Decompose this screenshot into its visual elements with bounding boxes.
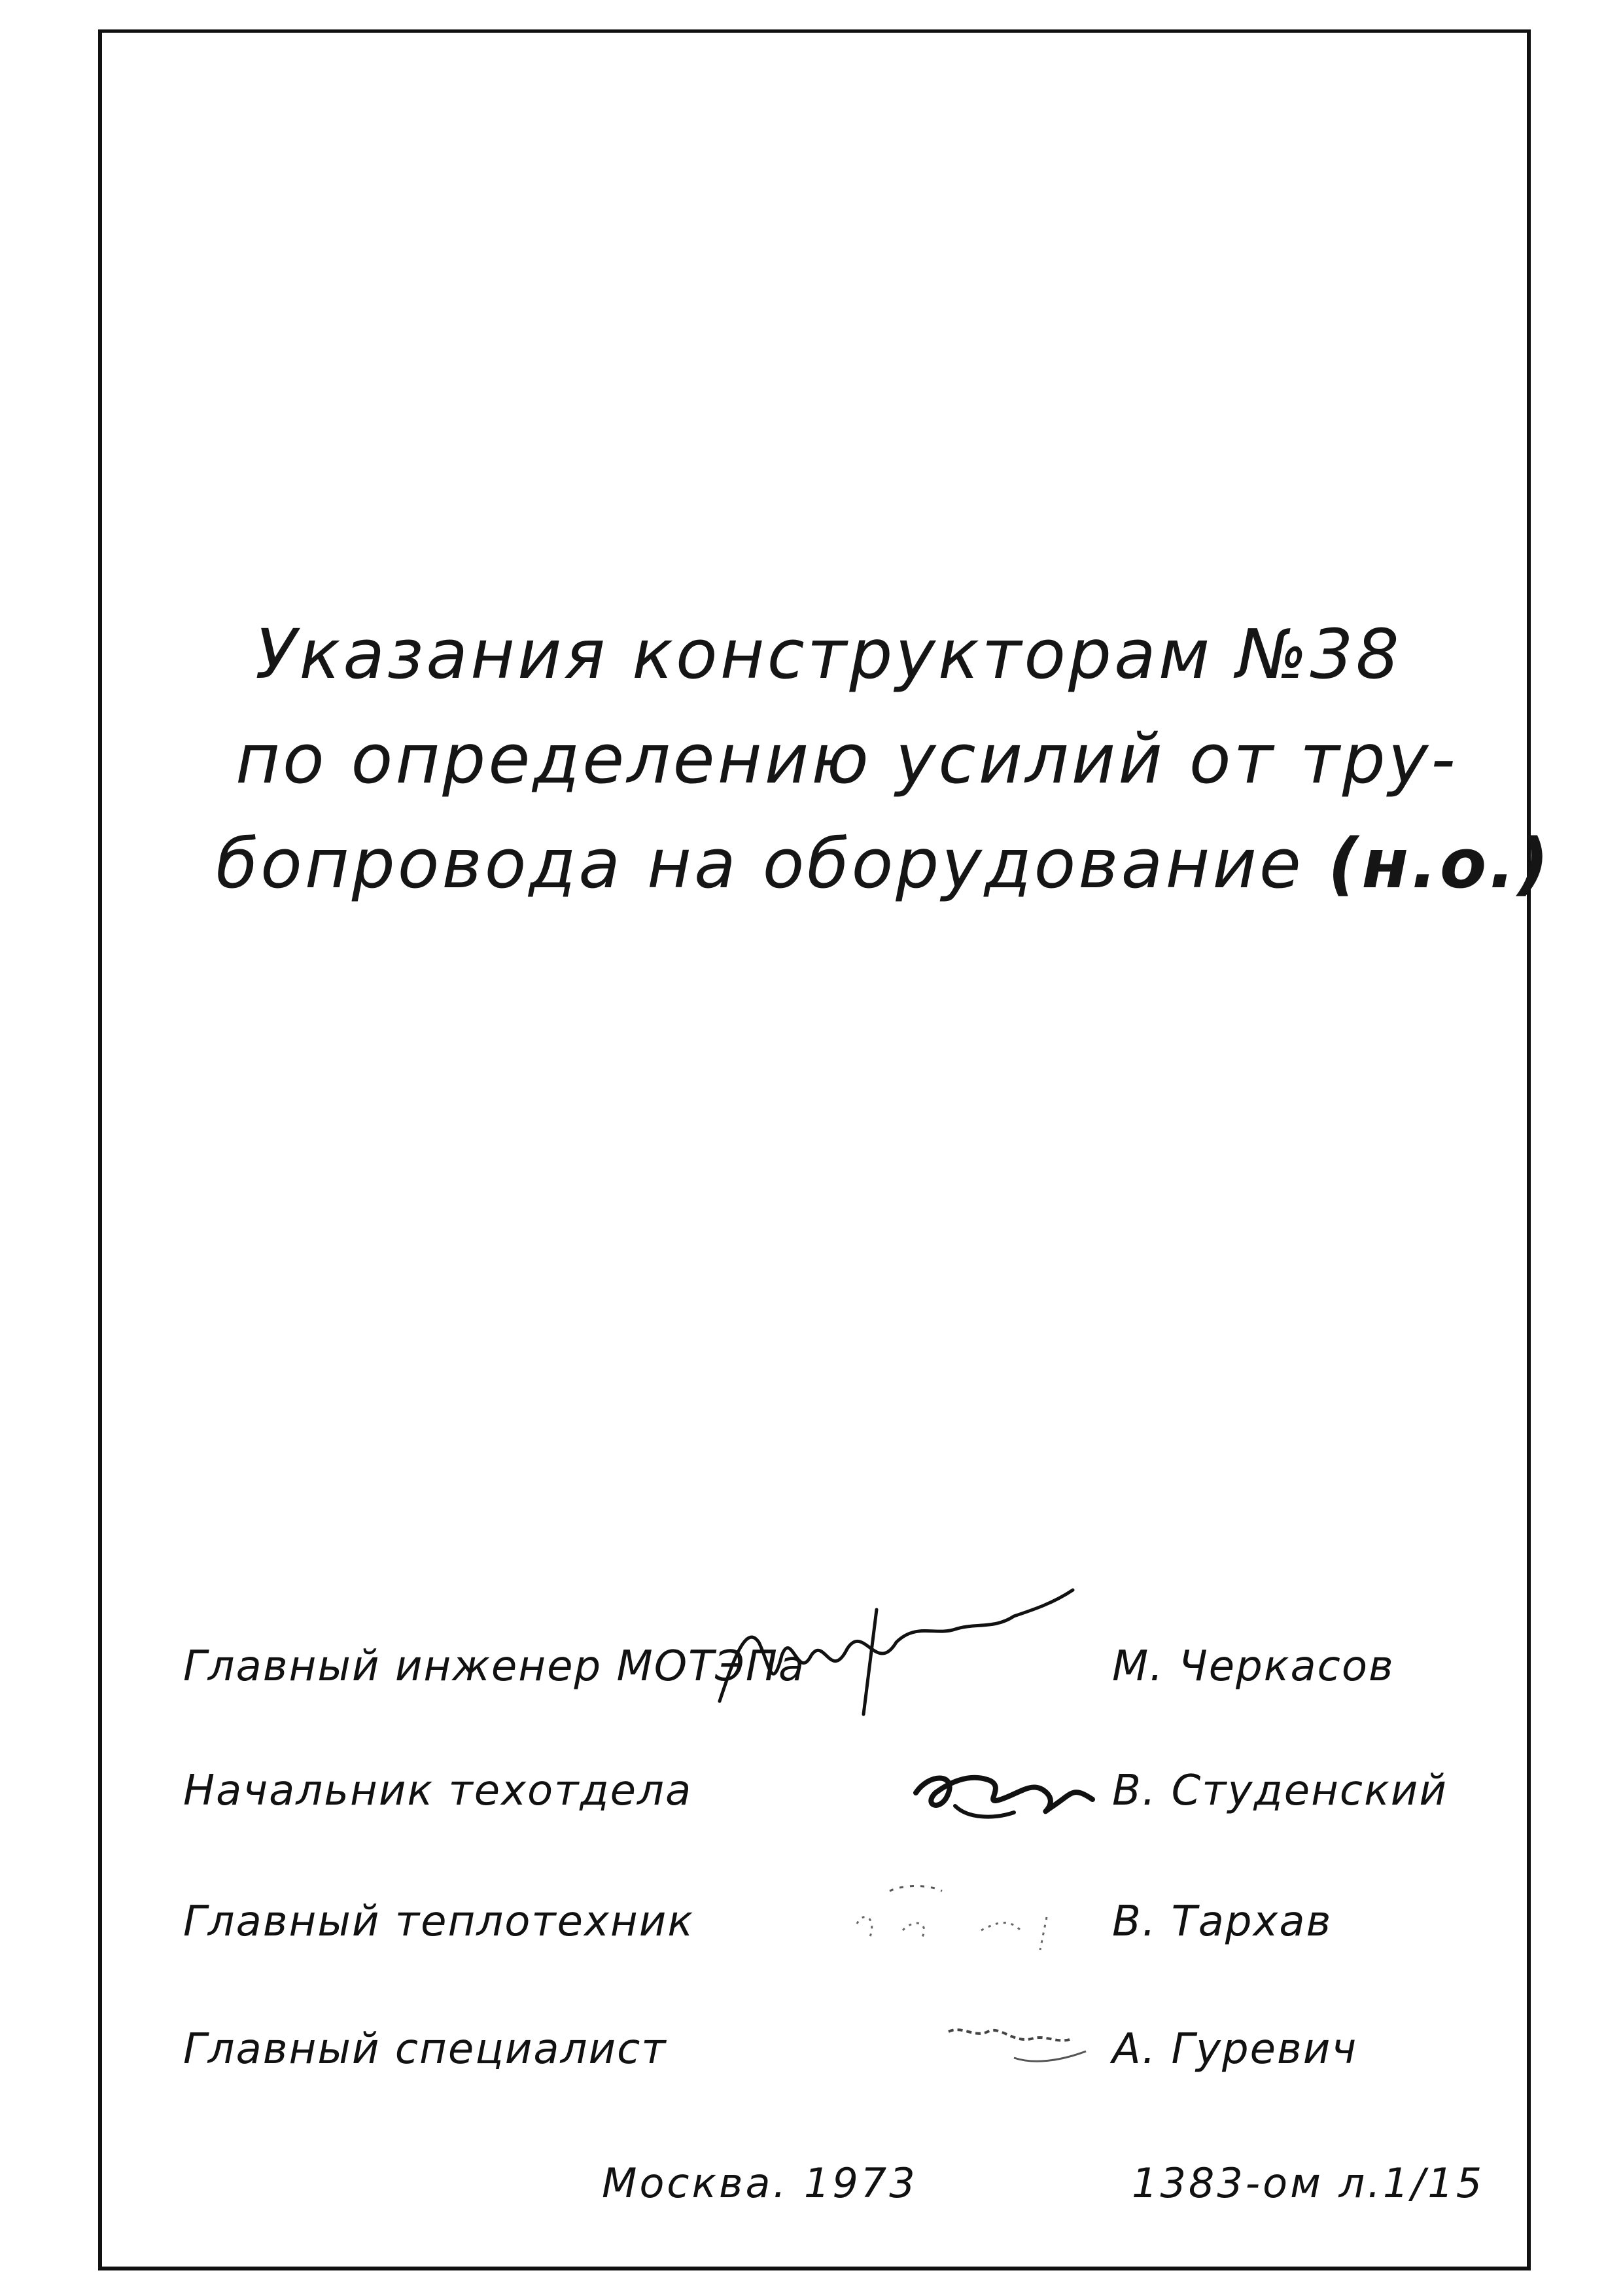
- footer-document-code: 1383-ом л.1/15: [1132, 2159, 1485, 2207]
- signature-name: В. Тархав: [1112, 1898, 1333, 1946]
- signature-row-head-tech-dept: [183, 1747, 1465, 1839]
- signature-row-chief-engineer: [183, 1623, 1465, 1714]
- title-line-2: по определению усилий от тру-: [236, 719, 1458, 799]
- signature-name: А. Гуревич: [1112, 2025, 1358, 2074]
- signature-name: В. Студенский: [1112, 1767, 1448, 1815]
- signature-row-chief-specialist: [183, 2005, 1465, 2097]
- footer-city-year: Москва. 1973: [602, 2159, 918, 2207]
- title-line-3-suffix: (н.о.): [1327, 824, 1552, 904]
- signature-row-chief-heat-engineer: [183, 1878, 1465, 1969]
- signature-role: Главный теплотехник: [183, 1898, 694, 1946]
- document-title: [216, 602, 1552, 916]
- title-line-3: [216, 811, 1552, 916]
- handwritten-signature: [707, 1708, 1099, 1852]
- handwritten-signature: [707, 1583, 1099, 1727]
- handwritten-signature-faded: [707, 1839, 1099, 1983]
- signature-role: Главный специалист: [183, 2025, 667, 2074]
- title-line-3-main: бопровода на оборудование: [216, 824, 1304, 904]
- signature-name: М. Черкасов: [1112, 1642, 1395, 1691]
- title-line-1: Указания конструкторам №38: [255, 614, 1402, 694]
- signature-role: Главный инженер МОТЭПа: [183, 1642, 806, 1691]
- handwritten-signature-faded: [707, 1966, 1099, 2110]
- signature-role: Начальник техотдела: [183, 1767, 693, 1815]
